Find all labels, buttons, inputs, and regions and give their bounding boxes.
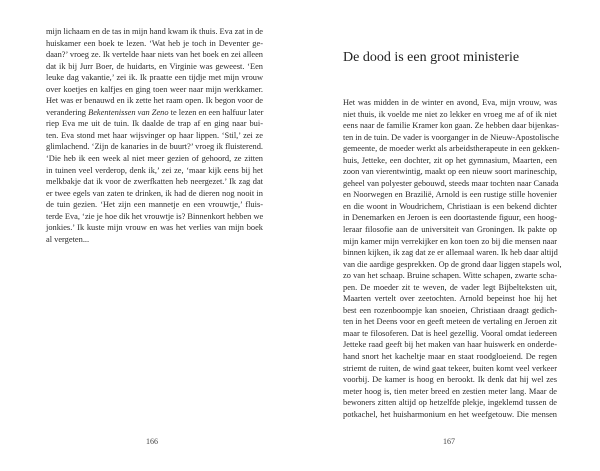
text-line: huis, Jetteke, een dochter, zit op het gymnasium, Maarten, een	[343, 155, 557, 165]
text-line: jonkies.’ Ik kuste mijn vrouw en was het verlies van mijn boek	[46, 223, 263, 233]
text-line: leraar filosofie aan de universiteit van Groningen. Ik pakte op	[343, 225, 557, 235]
left-page-body-text	[46, 26, 263, 245]
text-line: eens naar de familie Kramer kon gaan. Ze hebben daar bijenkas-	[343, 121, 560, 131]
text-line: binnen kijken, ik zag dat ze er allemaal waren. Ik heb daar altijd	[343, 248, 558, 258]
text-line: voorbij. De kamer is hoog en berookt. Ik denk dat hij wel zes	[343, 375, 557, 385]
text-line: en die woont in Woudrichem, Christiaan is een bekend dichter	[343, 201, 557, 211]
text-line: Maarten vertelt over zeetochten. Arnold bepeinst hoe hij het	[343, 294, 557, 304]
page-number: 166	[146, 437, 158, 446]
text-line: mijn lichaam en de tas in mijn hand kwam ik thuis. Eva zat in de	[46, 27, 264, 36]
text-line: in tuinen veel verderop, denk ik,’ zei ze, ‘maar kijk eens bij het	[46, 165, 263, 175]
text-line: bewoners zitten altijd op hetzelfde plekje, ingeklemd tussen de	[343, 398, 557, 408]
right-page	[300, 0, 600, 471]
text-line: striemt de ruiten, de wind gaat tekeer, buiten komt veel verkeer	[343, 363, 557, 373]
right-page-body-text	[343, 97, 562, 420]
text-line: geheel van polyester gebouwd, steeds maar tochten naar Canada	[343, 178, 559, 188]
text-line-with-italic-title: verandering Bekentenissen van Zeno te lezen en een halfuur later	[46, 107, 264, 117]
text-line: leuke dag vakantie,’ zei ik. Ik praatte een tijdje met mijn vrouw	[46, 73, 263, 83]
text-line: pen. De moeder zit te weven, de vader legt Bijbelteksten uit,	[343, 282, 557, 292]
text-line: ten in het Deens voor en geeft meteen de vertaling en Jeroen zit	[343, 317, 557, 327]
text-line: in Denemarken en Jeroen is een doortastende figuur, een hoog-	[343, 213, 557, 223]
chapter-title: De dood is een groot ministerie	[343, 50, 520, 65]
text-line: en Noorwegen en Brazilië, Arnold is een rustige stille hovenier	[343, 190, 557, 200]
text-line: huiskamer een boek te lezen. ‘Wat heb je toch in Deventer ge-	[46, 38, 263, 48]
text-line: dat ik bij Jurr Boer, de huidarts, en Virginie was geweest. ‘Een	[46, 61, 263, 71]
text-line: hand snort het kacheltje maar en staat roodgloeiend. De regen	[343, 352, 557, 362]
text-line: ‘Die heb ik een week al niet meer gezien of gehoord, ze zitten	[46, 154, 263, 164]
text-line: best een rozenboompje kan snoeien, Christiaan draagt gedich-	[343, 305, 557, 315]
text-line: Jetteke raad geeft bij het maken van haar huiswerk en onderde-	[343, 340, 557, 350]
text-line: gemeente, de moeder werkt als arbeidstherapeute in een gekken-	[343, 144, 560, 154]
text-line: mijn kamer mijn verrekijker en kon toen zo bij die mensen naar	[343, 236, 557, 246]
text-line: Het was er benauwd en ik zette het raam open. Ik begon voor de	[46, 96, 263, 106]
text-line: zo van het schaap. Bruine schapen. Witte schapen, zwarte scha-	[343, 271, 557, 281]
text-line: Het was midden in de winter en avond, Eva, mijn vrouw, was	[343, 98, 557, 107]
book-title-italic: Bekentenissen van Zeno	[88, 107, 169, 117]
text-line: al vergeten...	[46, 234, 90, 244]
text-line: maar te filosoferen. Dat is heel gezellig. Vooral omdat iedereen	[343, 328, 557, 338]
text-line: potkachel, het huisharmonium en het weefgetouw. Die mensen	[343, 409, 557, 419]
text-line: terde Eva, ‘zie je hoe dik het vrouwtje is? Binnenkort hebben we	[46, 211, 264, 221]
text-line: ten. Eva stond met haar wijsvinger op haar lippen. ‘Stil,’ zei ze	[46, 130, 263, 140]
text-line: ten in de tuin. De vader is voorganger in de Nieuw-Apostolische	[343, 132, 559, 142]
text-line: daan?’ vroeg ze. Ik vertelde haar niets van het boek en zei alleen	[46, 50, 263, 60]
text-line: riep Eva me uit de tuin. Ik daalde de trap af en ging naar bui-	[46, 119, 263, 129]
text-line: glimlachend. ‘Zijn de kanaries in de buurt?’ vroeg ik fluisterend.	[46, 142, 263, 152]
text-line: zoon van vierentwintig, maakt op een nieuw soort marineschip,	[343, 167, 557, 177]
page-number: 167	[443, 437, 455, 446]
text-line: meter hoog is, tien meter breed en zestien meter lang. Maar de	[343, 386, 557, 396]
text-line: niet thuis, ik voelde me niet zo lekker en vroeg me af of ik niet	[343, 109, 557, 119]
text-line: er twee egels van zaten te drinken, ik had de dieren nog nooit in	[46, 188, 263, 198]
text-line: over koetjes en kalfjes en ging toen weer naar mijn werkkamer.	[46, 84, 263, 94]
text-line: van die aardige gesprekken. Op de grond daar liggen stapels wol,	[343, 259, 562, 269]
text-line: de tuin gezien. ‘Het zijn een mannetje en een vrouwtje,’ fluis-	[46, 200, 263, 210]
text-line: melkbakje dat ik voor de zwerfkatten heb neergezet.’ Ik zag dat	[46, 177, 263, 187]
